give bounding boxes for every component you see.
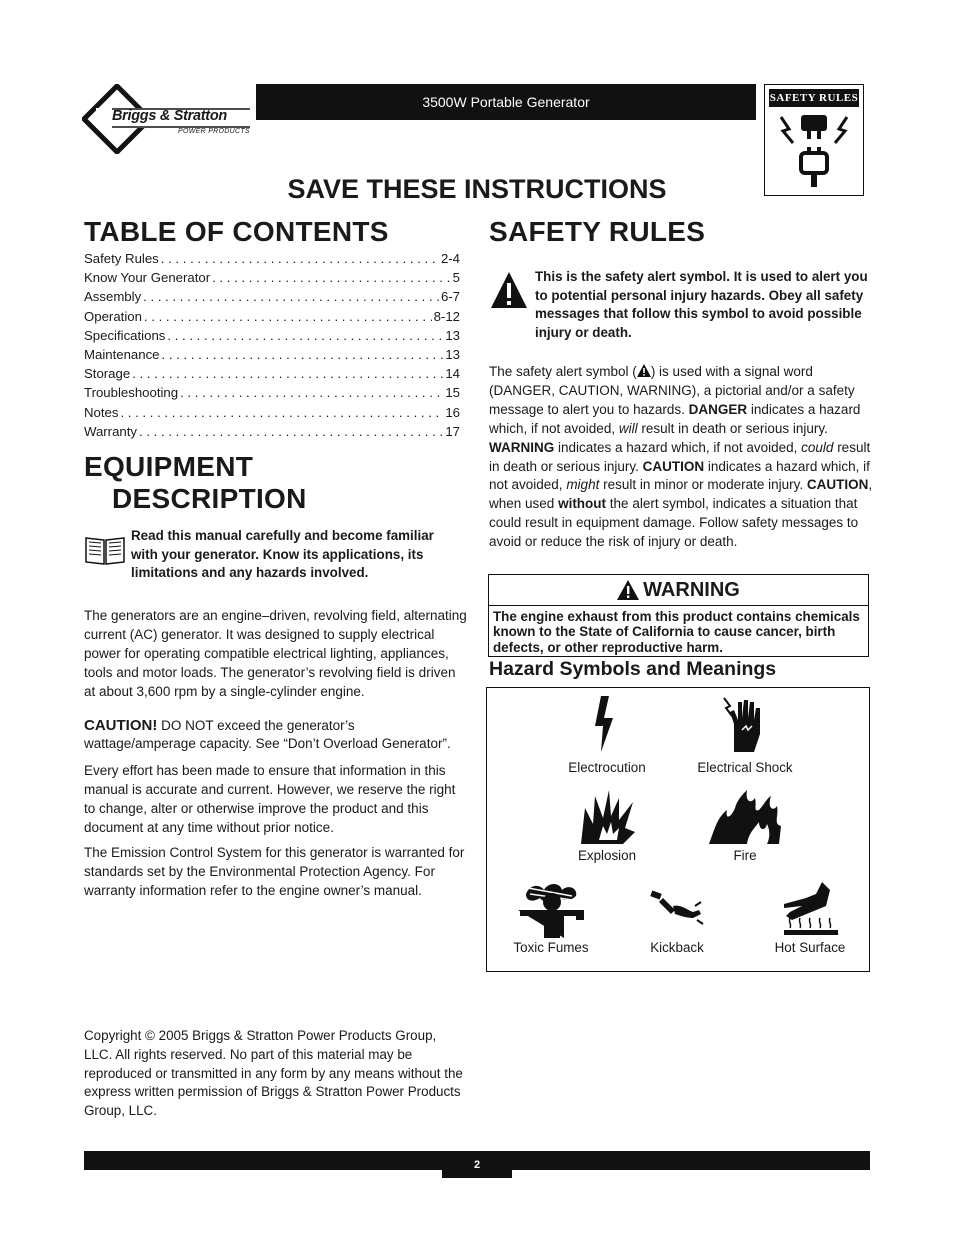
could-word: could: [801, 439, 834, 455]
body-text: the alert symbol, indicates a situation that could result in equipment damage. Follow safety messages to avoid or reduce the risk of injury or death.: [489, 496, 859, 550]
might-word: might: [566, 477, 600, 493]
body-text: result in death or serious injury.: [489, 439, 871, 474]
body-text: , when used: [489, 477, 873, 512]
toc-item-title: Troubleshooting: [84, 385, 179, 401]
body-text: indicates a hazard which, if not avoided,: [554, 439, 802, 455]
toc-item: [84, 289, 460, 308]
toc-item-page: 2-4: [440, 251, 460, 266]
hazard-label: Electrocution: [568, 760, 646, 775]
toc-item-page: 13: [445, 346, 460, 362]
caution-word: CAUTION: [642, 458, 705, 474]
hazard-toxic-fumes: [501, 880, 601, 955]
open-book-icon: [84, 532, 126, 566]
equipment-paragraph-2: Every effort has been made to ensure that information in this manual is accurate and current. However, we reserve the right to change, alter or otherwise improve the product and this document at any time without prior notice.: [84, 763, 456, 836]
toc-item: [84, 385, 460, 404]
table-of-contents: [84, 251, 460, 443]
toc-item: [84, 251, 460, 270]
toc-item-page: 13: [445, 327, 460, 343]
toc-item: [84, 309, 460, 328]
toc-heading: TABLE OF CONTENTS: [84, 216, 389, 247]
body-text: result in minor or moderate injury.: [599, 477, 807, 493]
hazard-symbols-heading: Hazard Symbols and Meanings: [489, 658, 777, 680]
toc-item-page: 16: [445, 404, 460, 420]
hazard-explosion: [549, 788, 665, 863]
toc-leader-dots: [139, 424, 443, 439]
warning-title: WARNING: [643, 578, 740, 601]
caution-text: DO NOT exceed the generator’s wattage/amperage capacity. See “Don’t Overload Generator”.: [84, 717, 451, 752]
toc-leader-dots: [161, 251, 439, 266]
toc-leader-dots: [120, 405, 443, 420]
toc-item-title: Maintenance: [84, 346, 160, 362]
logo-sub-text: POWER PRODUCTS: [178, 128, 250, 135]
hot-surface-icon: [780, 880, 840, 938]
hazard-label: Toxic Fumes: [513, 940, 589, 955]
hazard-hot-surface: [757, 880, 863, 955]
toc-item-title: Assembly: [84, 289, 142, 305]
warning-word: WARNING: [489, 439, 555, 455]
toc-item-title: Storage: [84, 366, 131, 382]
body-text: result in death or serious injury.: [637, 420, 828, 436]
toc-item: [84, 328, 460, 347]
read-manual-note: Read this manual carefully and become familiar with your generator. Know its applications, its limitations and any hazards involved.: [131, 528, 434, 581]
equipment-paragraph-3: The Emission Control System for this generator is warranted for standards set by the Environmental Protection Agency. For warranty information refer to the engine owner’s manual.: [84, 844, 465, 898]
toc-leader-dots: [143, 289, 439, 304]
toc-item: [84, 424, 460, 443]
hazard-label: Electrical Shock: [697, 760, 793, 775]
product-title: 3500W Portable Generator: [422, 94, 590, 110]
hazard-label: Kickback: [650, 940, 704, 955]
hazard-label: Explosion: [577, 848, 637, 863]
toc-leader-dots: [180, 385, 443, 400]
toc-leader-dots: [167, 328, 443, 343]
hazard-electrical-shock: [687, 694, 803, 775]
body-text: indicates a hazard which, if not avoided,: [489, 458, 870, 493]
hazard-electrocution: [549, 694, 665, 775]
page-number: 2: [442, 1153, 512, 1178]
warning-text: The engine exhaust from this product contains chemicals known to the State of California to cause cancer, birth defects, or other reproductive harm.: [493, 609, 860, 655]
toc-item-page: 5: [452, 270, 460, 286]
body-text: The safety alert symbol (: [489, 364, 637, 379]
hazard-kickback: [627, 880, 727, 955]
safety-alert-icon: [489, 270, 529, 310]
explosion-icon: [577, 788, 637, 844]
caution-paragraph: [84, 717, 468, 755]
toc-item-title: Safety Rules: [84, 251, 159, 266]
warning-box: [488, 574, 869, 657]
hazard-symbols-panel: [486, 687, 870, 972]
toc-item: [84, 347, 460, 366]
warning-alert-icon: [617, 580, 639, 600]
kickback-icon: [647, 880, 707, 938]
product-title-bar: [256, 84, 756, 120]
toc-item-page: 8-12: [433, 308, 460, 324]
without-word: without: [558, 496, 607, 512]
fire-icon: [707, 788, 783, 846]
toc-item-title: Specifications: [84, 327, 166, 343]
toc-item: [84, 270, 460, 289]
toc-item-title: Know Your Generator: [84, 270, 211, 286]
toxic-fumes-icon: [516, 880, 586, 938]
hazard-label: Hot Surface: [774, 940, 846, 955]
hazard-label: Fire: [733, 848, 757, 863]
will-word: will: [618, 420, 638, 436]
body-text: ) is used with a signal word (DANGER, CAUTION, WARNING), a pictorial and/or a safety message to alert you to hazards.: [489, 364, 855, 417]
toc-item-title: Operation: [84, 308, 142, 324]
toc-item: [84, 366, 460, 385]
caution-word: CAUTION: [806, 477, 869, 493]
copyright-notice: Copyright © 2005 Briggs & Stratton Power Products Group, LLC. All rights reserved. No part of this material may be reproduced or transmitted in any form by any means without the express written permission of Briggs & Stratton Power Products Group, LLC.: [84, 1028, 463, 1119]
body-text: indicates a hazard which, if not avoided,: [489, 401, 861, 436]
signal-words-paragraph: [489, 363, 873, 552]
brand-logo: [82, 84, 252, 154]
logo-brand-text: Briggs & Stratton: [112, 108, 227, 124]
toc-leader-dots: [144, 309, 432, 324]
toc-leader-dots: [212, 270, 451, 285]
toc-leader-dots: [132, 366, 443, 381]
equipment-heading-line1: EQUIPMENT: [84, 451, 254, 482]
caution-label: CAUTION!: [84, 716, 158, 734]
equipment-paragraph-1: The generators are an engine–driven, revolving field, alternating current (AC) generator. It was designed to supply electrical power for operating compatible electrical lighting, appliances, tools and motor loads. The generator’s revolving field is driven at about 3,600 rpm by a single-cylinder engine.: [84, 608, 467, 699]
danger-word: DANGER: [688, 401, 748, 417]
warning-header: [489, 575, 868, 606]
lightning-bolt-icon: [587, 694, 627, 754]
safety-rules-heading: SAFETY RULES: [489, 216, 706, 247]
toc-item-title: Notes: [84, 404, 119, 420]
toc-item-page: 6-7: [440, 289, 460, 305]
toc-leader-dots: [162, 347, 444, 362]
hand-shock-icon: [720, 694, 770, 754]
hazard-fire: [687, 788, 803, 863]
inline-alert-icon: [637, 364, 651, 377]
equipment-heading-line2: DESCRIPTION: [112, 483, 307, 514]
safety-badge-label: SAFETY RULES: [769, 89, 859, 107]
save-instructions-title: SAVE THESE INSTRUCTIONS: [287, 174, 667, 204]
toc-item: [84, 405, 460, 424]
toc-item-title: Warranty: [84, 423, 138, 439]
toc-item-page: 14: [445, 366, 460, 382]
safety-alert-note: This is the safety alert symbol. It is used to alert you to potential personal injury hazards. Obey all safety messages that follow this symbol to avoid possible injury or death.: [535, 269, 868, 340]
toc-item-page: 15: [445, 385, 460, 401]
toc-item-page: 17: [445, 423, 460, 439]
